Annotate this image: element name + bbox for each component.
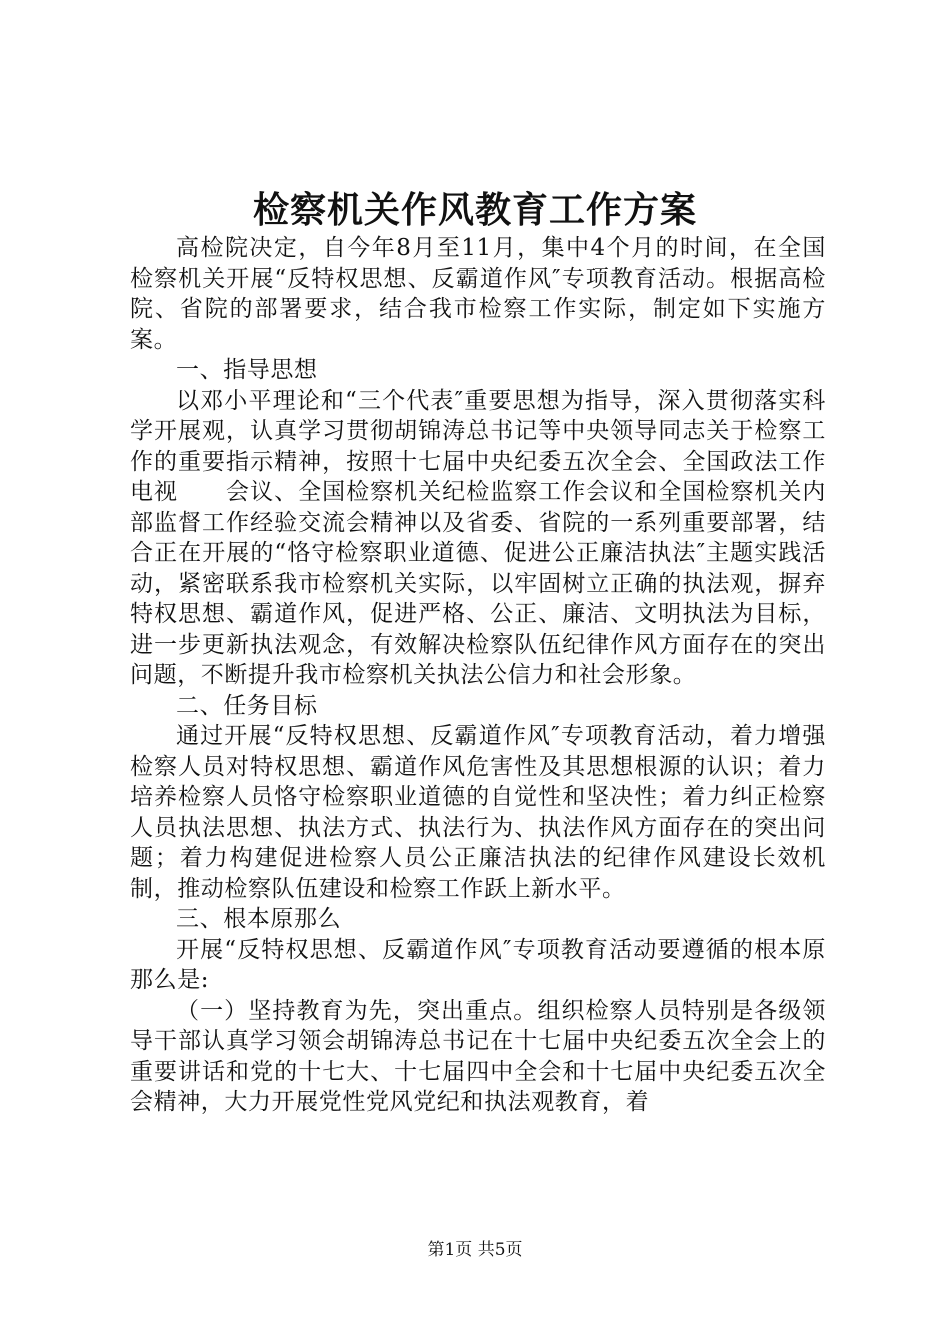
guiding-ideology-paragraph: 以邓小平理论和“三个代表″重要思想为指导，深入贯彻落实科学开展观，认真学习贯彻胡锦涛总书记等中央领导同志关于检察工作的重要指示精神，按照十七届中央纪委五次全会、全国政法工作电视 会议、全国检察机关纪检监察工作会议和全国检察机关内部监督工作经验交流会精神以及省委、省院的一系列重要部署，结合正在开展的“恪守检察职业道德、促进公正廉洁执法″主题实践活动，紧密联系我市检察机关实际，以牢固树立正确的执法观，摒弃特权思想、霸道作风，促进严格、公正、廉洁、文明执法为目标，进一步更新执法观念，有效解决检察队伍纪律作风方面存在的突出问题，不断提升我市检察机关执法公信力和社会形象。 [130, 387, 826, 688]
principle-one-paragraph: （一）坚持教育为先，突出重点。组织检察人员特别是各级领导干部认真学习领会胡锦涛总书记在十七届中央纪委五次全会上的重要讲话和党的十七大、十七届四中全会和十七届中央纪委五次全会精神，大力开展党性党风党纪和执法观教育，着 [130, 997, 826, 1115]
section-heading-guiding-ideology: 一、指导思想 [176, 357, 318, 383]
section-heading-task-goals: 二、任务目标 [176, 692, 318, 719]
page-footer: 第1页 共5页 [427, 1240, 523, 1260]
section-heading-basic-principles: 三、根本原那么 [176, 906, 342, 932]
document-body [130, 233, 826, 1118]
basic-principles-paragraph: 开展“反特权思想、反霸道作风″专项教育活动要遵循的根本原那么是: [130, 936, 826, 993]
task-goals-paragraph: 通过开展“反特权思想、反霸道作风″专项教育活动，着力增强检察人员对特权思想、霸道作风危害性及其思想根源的认识；着力培养检察人员恪守检察职业道德的自觉性和坚决性；着力纠正检察人员执法思想、执法方式、执法行为、执法作风方面存在的突出问题；着力构建促进检察人员公正廉洁执法的纪律作风建设长效机制，推动检察队伍建设和检察工作跃上新水平。 [130, 723, 826, 902]
page-title: 检察机关作风教育工作方案 [252, 189, 697, 231]
intro-paragraph: 高检院决定，自今年8月至11月，集中4个月的时间，在全国检察机关开展“反特权思想、反霸道作风″专项教育活动。根据高检院、省院的部署要求，结合我市检察工作实际，制定如下实施方案。 [130, 235, 826, 353]
